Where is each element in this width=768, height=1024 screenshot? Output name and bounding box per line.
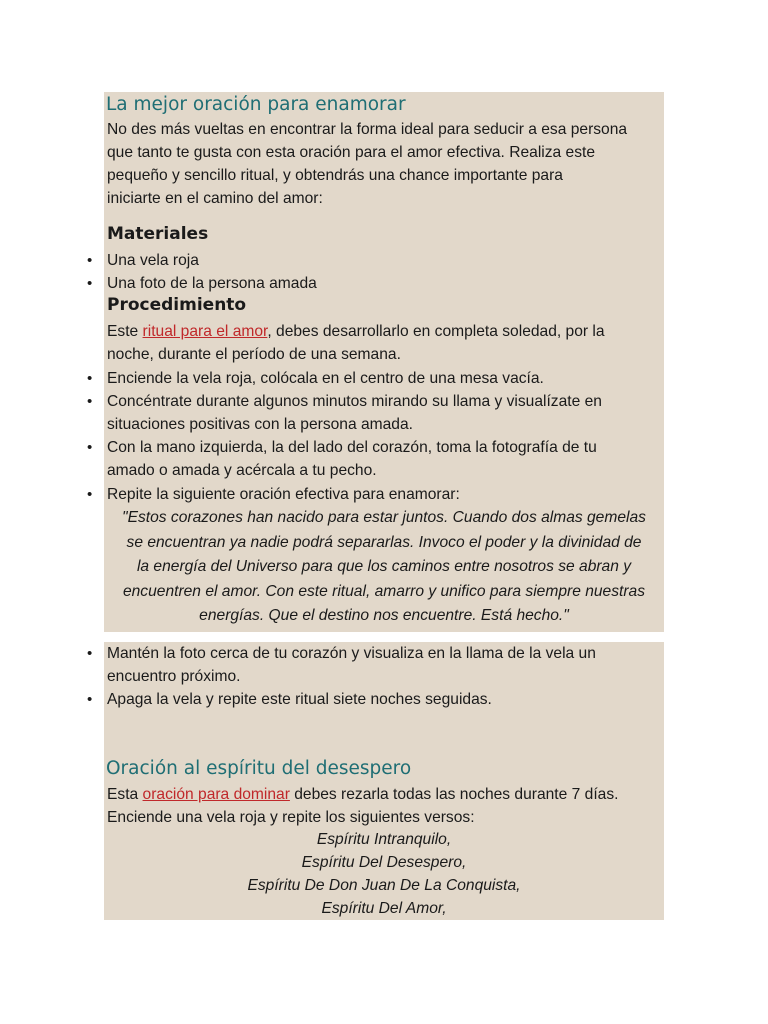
quote-line: encuentren el amor. Con este ritual, amarro y unifico para siempre nuestras — [122, 583, 646, 600]
list-item — [87, 367, 544, 390]
intro-line: No des más vueltas en encontrar la forma ideal para seducir a esa persona — [107, 121, 628, 138]
section-title: Oración al espíritu del desespero — [106, 758, 412, 779]
verse-line: Espíritu Intranquilo, — [316, 831, 452, 848]
verse-line: Espíritu De Don Juan De La Conquista, — [247, 877, 521, 894]
text-span: Este — [107, 323, 143, 340]
bullet-icon: • — [87, 486, 93, 503]
list-item — [87, 272, 317, 295]
list-item-continuation: encuentro próximo. — [107, 668, 241, 685]
list-item — [87, 642, 596, 665]
procedure-intro: noche, durante el período de una semana. — [107, 346, 401, 363]
list-item-continuation: situaciones positivas con la persona amada. — [107, 416, 413, 433]
bullet-icon: • — [87, 275, 93, 292]
bullet-icon: • — [87, 691, 93, 708]
materials-heading: Materiales — [107, 224, 209, 244]
quote-line: se encuentran ya nadie podrá separarlas. Invoco el poder y la divinidad de — [126, 534, 642, 551]
list-item — [87, 436, 597, 459]
list-item — [87, 483, 460, 506]
procedure-intro — [107, 320, 605, 343]
bullet-icon: • — [87, 645, 93, 662]
list-item-label: Apaga la vela y repite este ritual siete noches seguidas. — [107, 691, 492, 708]
list-item-label: Con la mano izquierda, la del lado del corazón, toma la fotografía de tu — [107, 439, 597, 456]
section2-intro: Enciende una vela roja y repite los siguientes versos: — [107, 809, 475, 826]
section-title: La mejor oración para enamorar — [106, 94, 406, 115]
dominar-link[interactable]: oración para dominar — [142, 786, 290, 803]
procedure-heading: Procedimiento — [107, 295, 247, 315]
verse-line: Espíritu Del Desespero, — [301, 854, 467, 871]
bullet-icon: • — [87, 439, 93, 456]
verse-line: Espíritu Del Amor, — [321, 900, 447, 917]
content-block-1 — [87, 92, 664, 632]
bullet-icon: • — [87, 393, 93, 410]
ritual-link[interactable]: ritual para el amor — [142, 323, 268, 340]
intro-line: que tanto te gusta con esta oración para el amor efectiva. Realiza este — [107, 144, 596, 161]
list-item — [87, 390, 602, 413]
bullet-icon: • — [87, 370, 93, 387]
list-item-label: Una vela roja — [107, 252, 199, 269]
list-item — [87, 688, 492, 711]
list-item-label: Concéntrate durante algunos minutos mirando su llama y visualízate en — [107, 393, 602, 410]
intro-line: iniciarte en el camino del amor: — [107, 190, 323, 207]
intro-line: pequeño y sencillo ritual, y obtendrás una chance importante para — [107, 167, 563, 184]
list-item-label: Mantén la foto cerca de tu corazón y visualiza en la llama de la vela un — [107, 645, 596, 662]
list-item — [87, 249, 199, 272]
list-item-label: Enciende la vela roja, colócala en el centro de una mesa vacía. — [107, 370, 544, 387]
quote-line: "Estos corazones han nacido para estar juntos. Cuando dos almas gemelas — [122, 509, 646, 526]
bullet-icon: • — [87, 252, 93, 269]
content-block-2 — [87, 642, 664, 920]
section2-intro — [107, 783, 618, 806]
list-item-continuation: amado o amada y acércala a tu pecho. — [107, 462, 377, 479]
list-item-label: Repite la siguiente oración efectiva para enamorar: — [107, 486, 460, 503]
quote-line: la energía del Universo para que los caminos entre nosotros se abran y — [136, 558, 632, 575]
text-span: debes rezarla todas las noches durante 7 días. — [289, 786, 619, 803]
quote-line: energías. Que el destino nos encuentre. Está hecho." — [199, 607, 569, 624]
text-span: , debes desarrollarlo en completa soledad, por la — [267, 323, 605, 340]
text-span: Esta — [107, 786, 143, 803]
list-item-label: Una foto de la persona amada — [107, 275, 317, 292]
